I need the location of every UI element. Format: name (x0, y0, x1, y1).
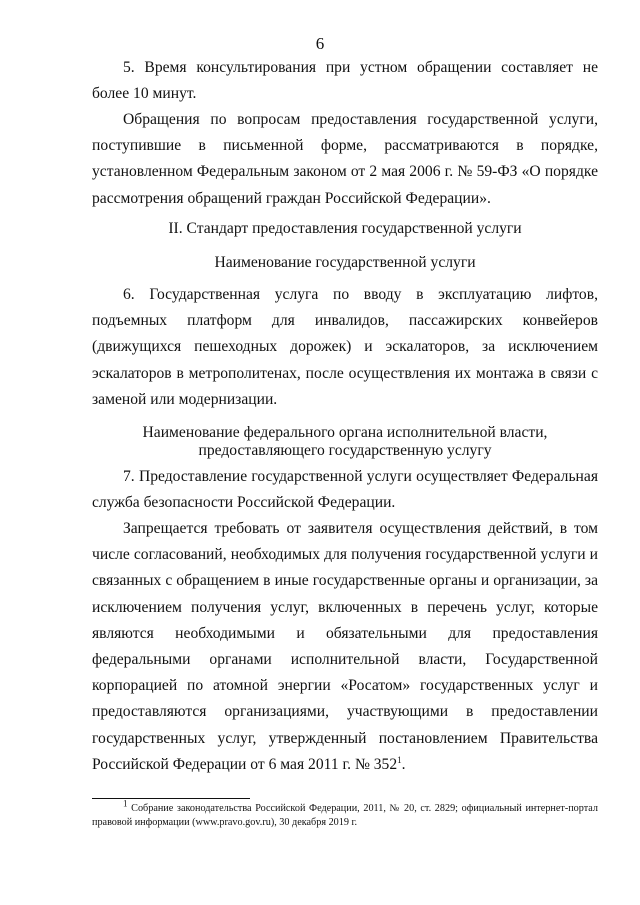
paragraph-7-prohibition-end: . (401, 755, 406, 773)
paragraph-5: 5. Время консультирования при устном обращении составляет не более 10 минут. (92, 59, 598, 103)
footnote-text: Собрание законодательства Российской Федерации, 2011, № 20, ст. 2829; официальный интернет-портал правовой информации (www.pravo.gov.ru), 30 декабря 2019 г. (92, 803, 599, 828)
paragraph-6: 6. Государственная услуга по вводу в эксплуатацию лифтов, подъемных платформ для инвалидов, пассажирских конвейеров (движущихся пешеходных дорожек) и эскалаторов, за исключением эскалаторов в метрополитенах, после осуществления их монтажа в связи с заменой или модернизации. (92, 286, 598, 408)
paragraph-5-appeals: Обращения по вопросам предоставления государственной услуги, поступившие в письменной форме, рассматриваются в порядке, установленном Федеральным законом от 2 мая 2006 г. № 59-ФЗ «О порядке рассмотрения обращений граждан Российской Федерации». (92, 111, 598, 207)
footnote (92, 798, 599, 830)
footnote-reference[interactable]: 1 (397, 754, 402, 765)
footnote-separator (92, 798, 250, 799)
subheading-service-name: Наименование государственной услуги (214, 254, 476, 271)
footnote-marker: 1 (123, 798, 128, 809)
page-number: 6 (315, 34, 325, 53)
paragraph-7: 7. Предоставление государственной услуги осуществляет Федеральная служба безопасности Российской Федерации. (92, 468, 598, 512)
paragraph-7-prohibition-text: Запрещается требовать от заявителя осуществления действий, в том числе согласований, необходимых для получения государственной услуги и связанных с обращением в иные государственные органы и организации, за исключением получения услуг, включенных в перечень услуг, которые являются необходимыми и обязательными для предоставления федеральными органами исполнительной власти, Государственной корпорацией по атомной энергии «Росатом» государственных услуг и предоставляются организациями, участвующими в предоставлении государственных услуг, утвержденный постановлением Правительства Российской Федерации от 6 мая 2011 г. № 352 (92, 520, 598, 773)
subheading-authority-line-1: Наименование федерального органа исполнительной власти, (142, 424, 548, 441)
subheading-authority-line-2: предоставляющего государственную услугу (198, 442, 492, 459)
section-heading-ii: II. Стандарт предоставления государственной услуги (168, 220, 522, 237)
paragraph-7-prohibition (92, 516, 598, 778)
